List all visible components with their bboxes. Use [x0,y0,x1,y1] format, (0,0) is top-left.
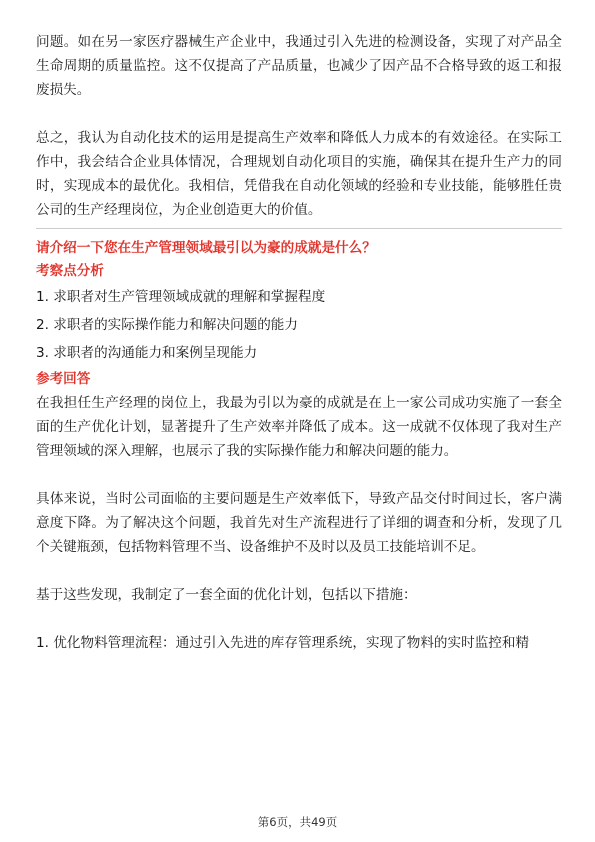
analysis-item-3: 3. 求职者的沟通能力和案例呈现能力 [36,345,258,361]
section-divider [36,228,562,229]
paragraph-gap [36,559,562,583]
paragraph-top-1: 问题。如在另一家医疗器械生产企业中，我通过引入先进的检测设备，实现了对产品全生命周期的质量监控。这不仅提高了产品质量，也减少了因产品不合格导致的返工和报废损失。 [36,34,562,98]
analysis-item-2: 2. 求职者的实际操作能力和解决问题的能力 [36,317,298,333]
answer-paragraph-1: 在我担任生产经理的岗位上，我最为引以为豪的成就是在上一家公司成功实施了一套全面的生产优化计划，显著提升了生产效率并降低了成本。这一成就不仅体现了我对生产管理领域的深入理解，也展示了我的实际操作能力和解决问题的能力。 [36,395,562,459]
interview-question: 请介绍一下您在生产管理领域最引以为豪的成就是什么？ [36,240,376,256]
paragraph-top-2: 总之，我认为自动化技术的运用是提高生产效率和降低人力成本的有效途径。在实际工作中，我会结合企业具体情况，合理规划自动化项目的实施，确保其在提升生产力的同时，实现成本的最优化。我相信，凭借我在自动化领域的经验和专业技能，能够胜任贵公司的生产经理岗位，为企业创造更大的价值。 [36,130,562,218]
analysis-item-1: 1. 求职者对生产管理领域成就的理解和掌握程度 [36,289,326,305]
answer-title: 参考回答 [36,371,91,387]
document-body [36,30,562,655]
analysis-title: 考察点分析 [36,263,104,279]
paragraph-gap [36,102,562,126]
paragraph-gap [36,607,562,631]
analysis-list [36,283,562,367]
answer-paragraph-3: 基于这些发现，我制定了一套全面的优化计划，包括以下措施： [36,587,417,603]
answer-paragraph-2: 具体来说，当时公司面临的主要问题是生产效率低下，导致产品交付时间过长，客户满意度下降。为了解决这个问题，我首先对生产流程进行了详细的调查和分析，发现了几个关键瓶颈，包括物料管理不当、设备维护不及时以及员工技能培训不足。 [36,491,562,555]
page-number: 第6页，共49页 [257,815,338,829]
answer-paragraph-4: 1. 优化物料管理流程：通过引入先进的库存管理系统，实现了物料的实时监控和精 [36,635,530,651]
paragraph-gap [36,463,562,487]
